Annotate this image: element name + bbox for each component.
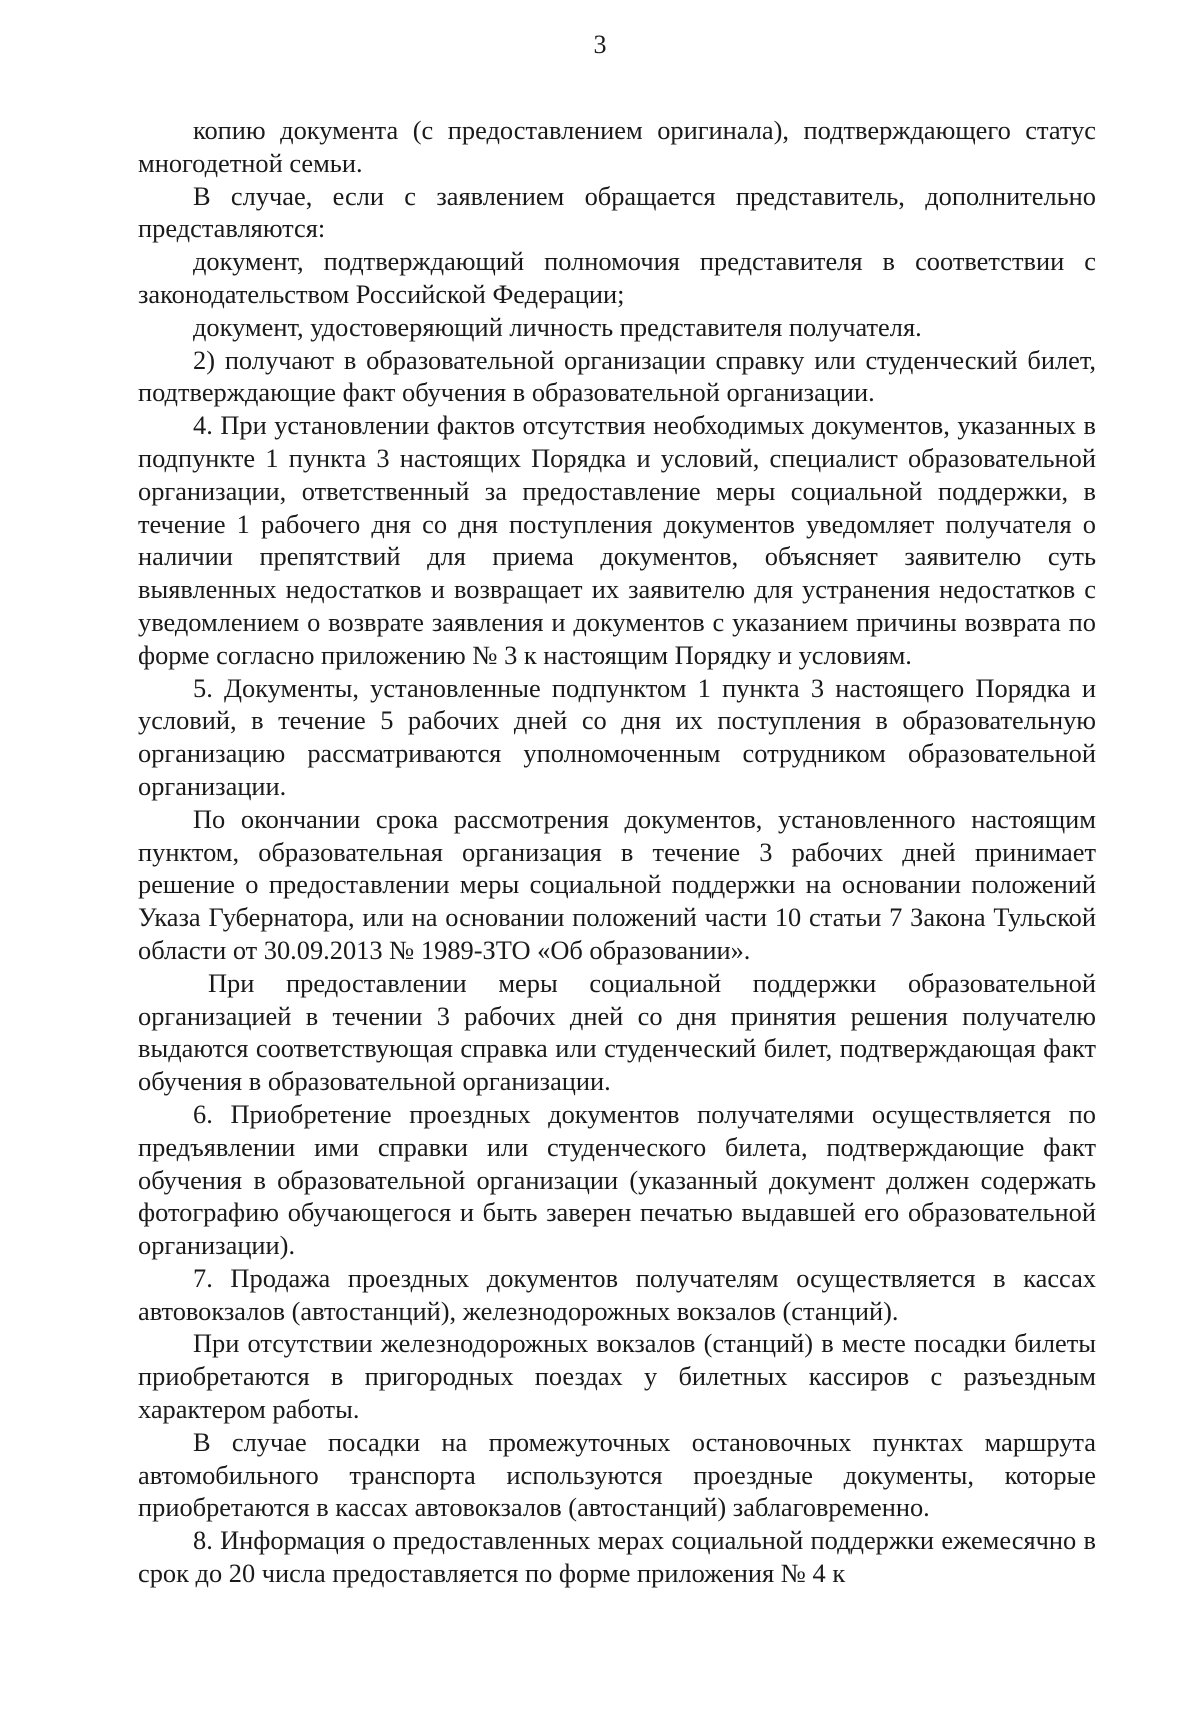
paragraph-representative-authority: документ, подтверждающий полномочия представителя в соответствии с законодательством Российской Федерации;	[138, 246, 1096, 309]
paragraph-representative-identity: документ, удостоверяющий личность представителя получателя.	[193, 311, 922, 342]
paragraph-decision: По окончании срока рассмотрения документов, установленного настоящим пунктом, образовательная организация в течение 3 рабочих дней принимает решение о предоставлении меры социальной поддержки на основании положений Указа Губернатора, или на основании положений части 10 статьи 7 Закона Тульской области от 30.09.2013 № 1989-ЗТО «Об образовании».	[138, 803, 1096, 965]
paragraph-certificate-issue: При предоставлении меры социальной поддержки образовательной организацией в течении 3 рабочих дней со дня принятия решения получателю выдаются соответствующая справка или студенческий билет, подтверждающая факт обучения в образовательной организации.	[138, 967, 1096, 1097]
document-body	[138, 114, 1096, 1590]
paragraph-large-family-copy: копию документа (с предоставлением оригинала), подтверждающего статус многодетной семьи.	[138, 115, 1096, 178]
paragraph-intermediate-stops: В случае посадки на промежуточных остановочных пунктах маршрута автомобильного транспорта используются проездные документы, которые приобретаются в кассах автовокзалов (автостанций) заблаговременно.	[138, 1426, 1096, 1523]
paragraph-section-8: 8. Информация о предоставленных мерах социальной поддержки ежемесячно в срок до 20 числа предоставляется по форме приложения № 4 к	[138, 1525, 1096, 1589]
paragraph-section-5: 5. Документы, установленные подпунктом 1 пункта 3 настоящего Порядка и условий, в течение 5 рабочих дней со дня их поступления в образовательную организацию рассматриваются уполномоченным сотрудником образовательной организации.	[138, 672, 1096, 801]
paragraph-section-4: 4. При установлении фактов отсутствия необходимых документов, указанных в подпункте 1 пункта 3 настоящих Порядка и условий, специалист образовательной организации, ответственный за предоставление меры социальной поддержки, в течение 1 рабочего дня со дня поступления документов уведомляет получателя о наличии препятствий для приема документов, объясняет заявителю суть выявленных недостатков и возвращает их заявителю для устранения недостатков с уведомлением о возврате заявления и документов с указанием причины возврата по форме согласно приложению № 3 к настоящим Порядку и условиям.	[138, 410, 1096, 670]
paragraph-item-2: 2) получают в образовательной организации справку или студенческий билет, подтверждающие факт обучения в образовательной организации.	[138, 344, 1096, 408]
page-number: 3	[593, 30, 607, 59]
paragraph-section-7: 7. Продажа проездных документов получателям осуществляется в кассах автовокзалов (автостанций), железнодорожных вокзалов (станций).	[138, 1262, 1096, 1326]
paragraph-section-6: 6. Приобретение проездных документов получателями осуществляется по предъявлении ими справки или студенческого билета, подтверждающие факт обучения в образовательной организации (указанный документ должен содержать фотографию обучающегося и быть заверен печатью выдавшей его образовательной организации).	[138, 1098, 1096, 1261]
paragraph-representative-intro: В случае, если с заявлением обращается представитель, дополнительно представляются:	[138, 180, 1096, 244]
paragraph-no-stations: При отсутствии железнодорожных вокзалов (станций) в месте посадки билеты приобретаются в пригородных поездах у билетных кассиров с разъездным характером работы.	[138, 1328, 1096, 1425]
